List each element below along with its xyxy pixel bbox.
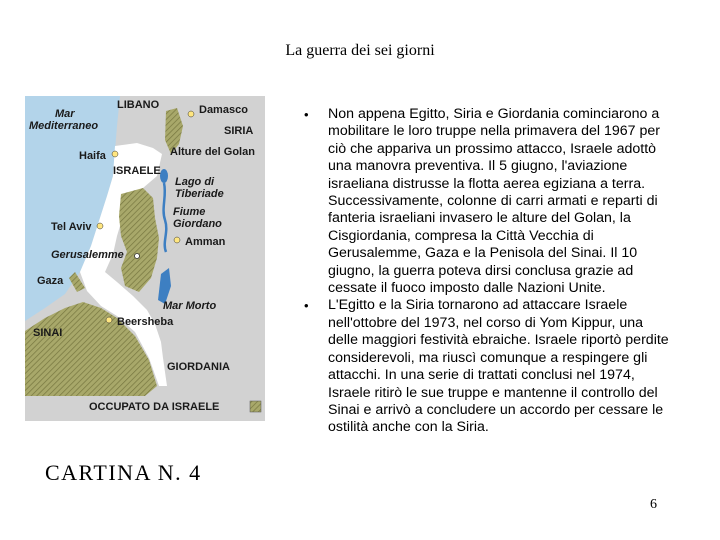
bullet-text: Non appena Egitto, Siria e Giordania cominciarono a mobilitare le loro truppe nella primavera del 1967 per ciò che appariva un prossimo attacco, Israele adottò una manovra preventiva. Il 5 giugno, l'aviazione israeliana distrusse la flotta aerea egiziana a terra. Successivamente, colonne di carri armati e reparti di fanteria israeliani invasero le alture del Golan, la Cisgiordania, compresa la Città Vecchia di Gerusalemme, Gaza e la Penisola del Sinai. Il 10 giugno, la guerra poteva dirsi conclusa grazie ad cessate il fuoco imposto dalle Nazioni Unite. bbox=[328, 106, 661, 297]
label-mar: Mar bbox=[55, 108, 75, 120]
map-caption: CARTINA N. 4 bbox=[45, 460, 202, 485]
label-haifa: Haifa bbox=[79, 150, 106, 162]
label-gaza: Gaza bbox=[37, 275, 64, 287]
label-mediterraneo: Mediterraneo bbox=[29, 120, 99, 132]
label-tiberiade: Tiberiade bbox=[175, 188, 224, 200]
amman-dot bbox=[174, 237, 180, 243]
bullet-item bbox=[304, 106, 674, 297]
label-lago-di: Lago di bbox=[175, 176, 215, 188]
label-israele: ISRAELE bbox=[113, 165, 161, 177]
map bbox=[25, 96, 265, 421]
haifa-dot bbox=[112, 151, 118, 157]
label-marmorto: Mar Morto bbox=[163, 300, 217, 312]
page-number: 6 bbox=[650, 497, 657, 512]
label-giordania: GIORDANIA bbox=[167, 361, 230, 373]
telaviv-dot bbox=[97, 223, 103, 229]
label-amman: Amman bbox=[185, 236, 226, 248]
label-fiume: Fiume bbox=[173, 206, 206, 218]
damasco-dot bbox=[188, 111, 194, 117]
label-siria: SIRIA bbox=[224, 125, 254, 137]
bullet-item bbox=[304, 297, 674, 436]
map-svg bbox=[25, 96, 265, 421]
label-sinai: SINAI bbox=[33, 327, 63, 339]
gerusalemme-dot bbox=[135, 254, 140, 259]
label-legend: OCCUPATO DA ISRAELE bbox=[89, 401, 220, 413]
bullet-dot-icon: • bbox=[304, 107, 309, 122]
label-giordano: Giordano bbox=[173, 218, 222, 230]
bullet-list bbox=[304, 106, 674, 437]
beersheba-dot bbox=[106, 317, 112, 323]
label-gerusalemme: Gerusalemme bbox=[51, 249, 124, 261]
label-libano: LIBANO bbox=[117, 99, 160, 111]
bullet-dot-icon: • bbox=[304, 298, 309, 314]
bullet-text: L'Egitto e la Siria tornarono ad attaccare Israele nell'ottobre del 1973, nel corso di Yom Kippur, una delle maggiori festività ebraiche. Israele riportò perdite considerevoli, ma riuscì comunque a respingere gli attacchi. In una serie di trattati conclusi nel 1974, Israele ritirò le sue truppe e mantenne il controllo del Sinai e arrivò a concludere un accordo per cessare le ostilità anche con la Siria. bbox=[328, 297, 669, 436]
slide-title: La guerra dei sei giorni bbox=[285, 42, 435, 59]
label-golan: Alture del Golan bbox=[170, 146, 255, 158]
label-telaviv: Tel Aviv bbox=[51, 221, 92, 233]
legend-swatch bbox=[250, 401, 261, 412]
label-damasco: Damasco bbox=[199, 104, 248, 116]
label-beersheba: Beersheba bbox=[117, 316, 174, 328]
lake-tiberias bbox=[160, 169, 168, 183]
